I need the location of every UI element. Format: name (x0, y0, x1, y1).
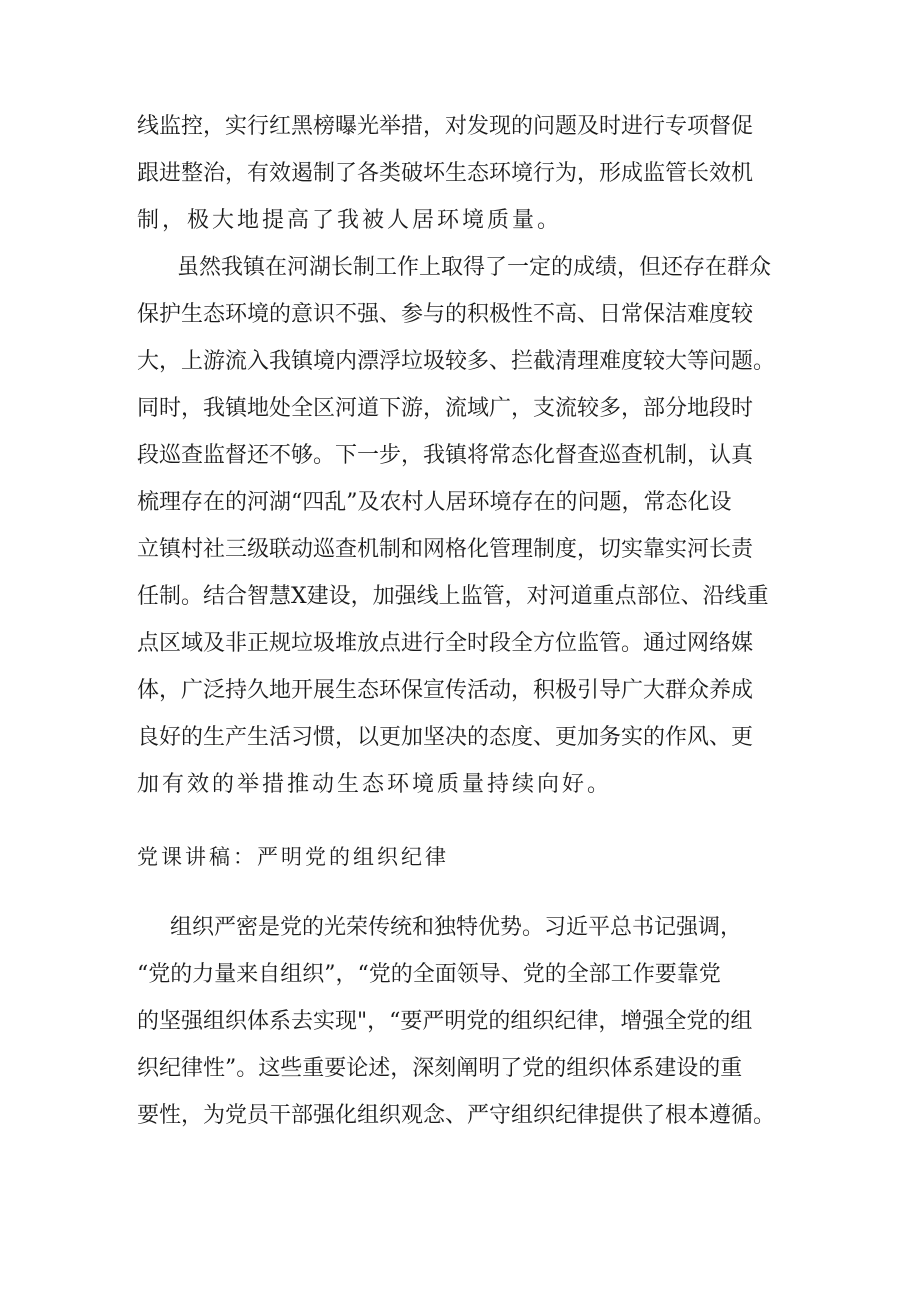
text-line: 保护生态环境的意识不强、参与的积极性不高、日常保洁难度较 (137, 302, 754, 327)
text-line: 体，广泛持久地开展生态环保宣传活动，积极引导广大群众养成 (137, 678, 754, 703)
section-heading: 党课讲稿：严明党的组织纪律 (137, 845, 449, 869)
text-line: 制，极大地提高了我被人居环境质量。 (137, 208, 563, 233)
text-line: “党的力量来自组织”，“党的全面领导、党的全部工作要靠党 (137, 962, 721, 987)
text-line: 要性，为党员干部强化组织观念、严守组织纪律提供了根本遵循。 (137, 1103, 776, 1128)
text-line: 点区域及非正规垃圾堆放点进行全时段全方位监管。通过网络媒 (137, 631, 754, 656)
text-line: 梳理存在的河湖“四乱”及农村人居环境存在的问题，常态化设 (137, 490, 732, 515)
text-line: 虽然我镇在河湖长制工作上取得了一定的成绩，但还存在群众 (177, 255, 772, 280)
text-line: 任制。结合智慧X建设，加强线上监管，对河道重点部位、沿线重 (137, 584, 769, 609)
text-line: 立镇村社三级联动巡查机制和网格化管理制度，切实靠实河长责 (137, 537, 754, 562)
text-line: 织纪律性”。这些重要论述，深刻阐明了党的组织体系建设的重 (137, 1056, 743, 1081)
text-line: 大，上游流入我镇境内漂浮垃圾较多、拦截清理难度较大等问题。 (137, 349, 776, 374)
text-line: 线监控，实行红黑榜曝光举措，对发现的问题及时进行专项督促 (137, 114, 754, 139)
text-line: 段巡查监督还不够。下一步，我镇将常态化督查巡查机制，认真 (137, 443, 754, 468)
text-line: 同时，我镇地处全区河道下游，流域广，支流较多，部分地段时 (137, 396, 754, 421)
text-line: 的坚强组织体系去实现"，“要严明党的组织纪律，增强全党的组 (137, 1009, 753, 1034)
text-line: 加有效的举措推动生态环境质量持续向好。 (137, 772, 613, 797)
text-line: 组织严密是党的光荣传统和独特优势。习近平总书记强调， (170, 915, 743, 940)
text-line: 跟进整治，有效遏制了各类破坏生态环境行为，形成监管长效机 (137, 161, 754, 186)
text-line: 良好的生产生活习惯，以更加坚决的态度、更加务实的作风、更 (137, 725, 754, 750)
